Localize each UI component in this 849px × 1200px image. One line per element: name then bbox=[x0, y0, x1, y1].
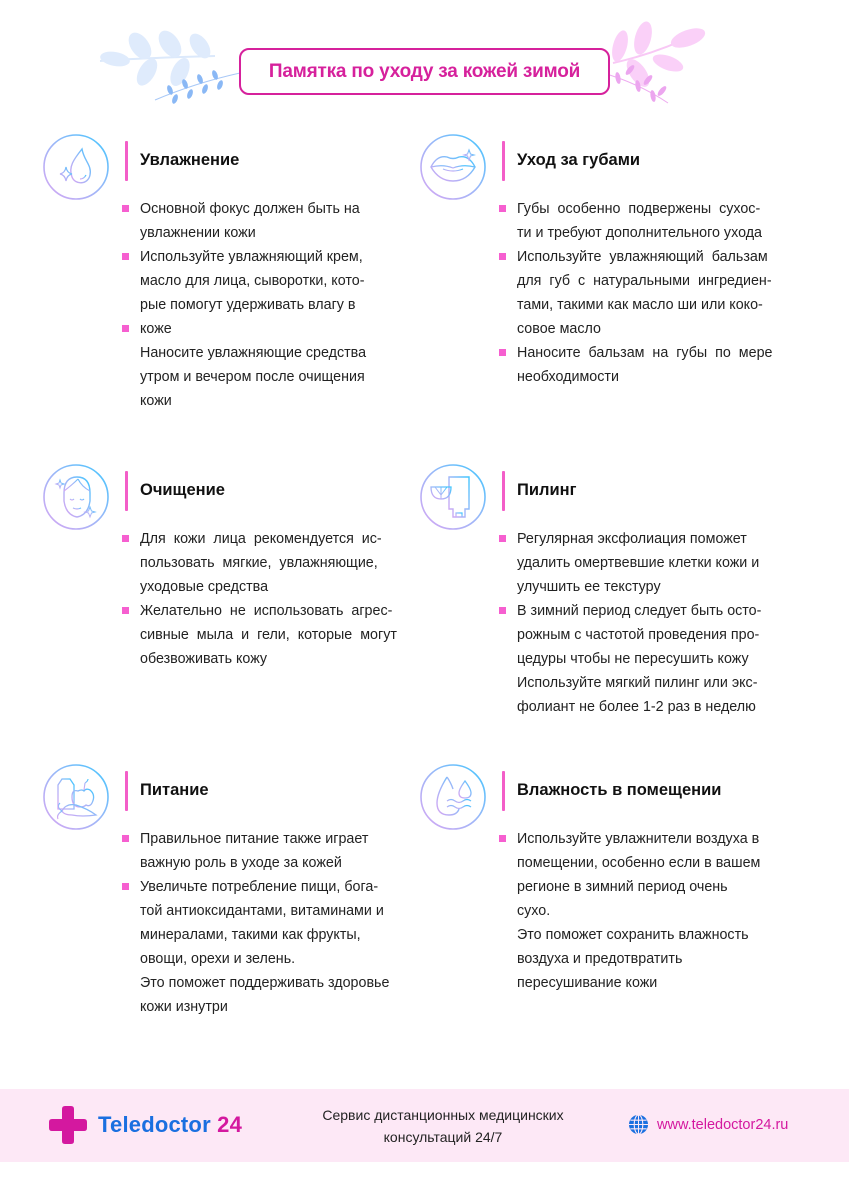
text-line: пересушивание кожи bbox=[517, 975, 658, 991]
text-line: тами, такими как масло ши или коко- bbox=[517, 297, 763, 313]
text-line: пользовать мягкие, увлажняющие, bbox=[140, 555, 378, 571]
text-line: масло для лица, сыворотки, кото- bbox=[140, 273, 365, 289]
text-line: ти и требуют дополнительного ухода bbox=[517, 225, 762, 241]
tagline-line-1: Сервис дистанционных медицинских bbox=[322, 1107, 564, 1123]
section-title: Уход за губами bbox=[517, 151, 641, 169]
text-line: фолиант не более 1-2 раз в неделю bbox=[517, 699, 756, 715]
bullet-line: коже bbox=[122, 317, 394, 341]
section-title: Пилинг bbox=[517, 481, 577, 499]
bullet-line: Увеличьте потребление пищи, бога- bbox=[122, 875, 422, 899]
text-line: сухо. bbox=[517, 903, 551, 919]
bullet-line: Наносите бальзам на губы по мере bbox=[499, 341, 789, 365]
section-body bbox=[499, 527, 789, 719]
bullet-line: Используйте увлажняющий бальзам bbox=[499, 245, 789, 269]
text-line: овощи, орехи и зелень. bbox=[140, 951, 296, 967]
leaf-decoration-left bbox=[95, 28, 255, 108]
text-line: уходовые средства bbox=[140, 579, 269, 595]
bullet-line: Регулярная эксфолиация поможет bbox=[499, 527, 789, 551]
text-line: Наносите увлажняющие средства bbox=[140, 345, 367, 361]
brand-word: Teledoctor bbox=[98, 1112, 211, 1137]
bullet-line: Используйте увлажняющий крем, bbox=[122, 245, 394, 269]
section-body bbox=[122, 527, 422, 671]
text-line: помещении, особенно если в вашем bbox=[517, 855, 761, 871]
text-line: увлажнении кожи bbox=[140, 225, 256, 241]
text-line: совое масло bbox=[517, 321, 601, 337]
section-title: Очищение bbox=[140, 481, 225, 499]
website-url[interactable]: www.teledoctor24.ru bbox=[657, 1116, 789, 1133]
teledoctor-logo[interactable] bbox=[48, 1105, 242, 1145]
text-line: важную роль в уходе за кожей bbox=[140, 855, 342, 871]
text-line: для губ с натуральными ингредиен- bbox=[517, 273, 772, 289]
text-line: удалить омертвевшие клетки кожи и bbox=[517, 555, 760, 571]
bullet-line: Губы особенно подвержены сухос- bbox=[499, 197, 789, 221]
text-line: рые помогут удерживать влагу в bbox=[140, 297, 356, 313]
footer bbox=[0, 1089, 849, 1162]
heading-accent-bar bbox=[502, 471, 505, 511]
heading-accent-bar bbox=[125, 771, 128, 811]
tagline-line-2: консультаций 24/7 bbox=[383, 1129, 503, 1145]
humidity-drops-icon bbox=[419, 763, 487, 831]
globe-icon bbox=[628, 1114, 649, 1135]
bullet-line: Используйте увлажнители воздуха в bbox=[499, 827, 799, 851]
website-link[interactable] bbox=[628, 1114, 788, 1135]
bullet-line: Правильное питание также играет bbox=[122, 827, 422, 851]
text-line: Используйте мягкий пилинг или экс- bbox=[517, 675, 758, 691]
section-body bbox=[122, 197, 394, 413]
service-tagline bbox=[290, 1104, 596, 1148]
section-title: Влажность в помещении bbox=[517, 781, 722, 799]
section-body bbox=[499, 827, 799, 995]
lips-icon bbox=[419, 133, 487, 201]
text-line: утром и вечером после очищения bbox=[140, 369, 365, 385]
text-line: обезвоживать кожу bbox=[140, 651, 268, 667]
cream-tube-citrus-icon bbox=[419, 463, 487, 531]
text-line: рожным с частотой проведения про- bbox=[517, 627, 760, 643]
text-line: регионе в зимний период очень bbox=[517, 879, 728, 895]
heading-accent-bar bbox=[125, 471, 128, 511]
section-body bbox=[122, 827, 422, 1019]
brand-number: 24 bbox=[217, 1112, 243, 1137]
face-care-icon bbox=[42, 463, 110, 531]
heading-accent-bar bbox=[502, 141, 505, 181]
text-line: цедуры чтобы не пересушить кожу bbox=[517, 651, 749, 667]
text-line: воздуха и предотвратить bbox=[517, 951, 683, 967]
medical-cross-icon bbox=[48, 1105, 88, 1145]
text-line: кожи bbox=[140, 393, 172, 409]
brand-name bbox=[98, 1112, 242, 1138]
text-line: минералами, такими как фрукты, bbox=[140, 927, 361, 943]
water-drop-sparkle-icon bbox=[42, 133, 110, 201]
leaf-decoration-right bbox=[598, 18, 768, 108]
page-title: Памятка по уходу за кожей зимой bbox=[268, 60, 581, 82]
bullet-line: Для кожи лица рекомендуется ис- bbox=[122, 527, 422, 551]
text-line: необходимости bbox=[517, 369, 619, 385]
text-line: Это поможет поддерживать здоровье bbox=[140, 975, 390, 991]
text-line: Это поможет сохранить влажность bbox=[517, 927, 749, 943]
healthy-food-icon bbox=[42, 763, 110, 831]
text-line: кожи изнутри bbox=[140, 999, 228, 1015]
heading-accent-bar bbox=[125, 141, 128, 181]
title-banner bbox=[239, 48, 610, 95]
text-line: сивные мыла и гели, которые могут bbox=[140, 627, 397, 643]
section-title: Увлажнение bbox=[140, 151, 240, 169]
text-line: улучшить ее текстуру bbox=[517, 579, 661, 595]
bullet-line: Желательно не использовать агрес- bbox=[122, 599, 422, 623]
bullet-line: В зимний период следует быть осто- bbox=[499, 599, 789, 623]
heading-accent-bar bbox=[502, 771, 505, 811]
section-title: Питание bbox=[140, 781, 209, 799]
text-line: той антиоксидантами, витаминами и bbox=[140, 903, 384, 919]
section-body bbox=[499, 197, 789, 389]
bullet-line: Основной фокус должен быть на bbox=[122, 197, 394, 221]
